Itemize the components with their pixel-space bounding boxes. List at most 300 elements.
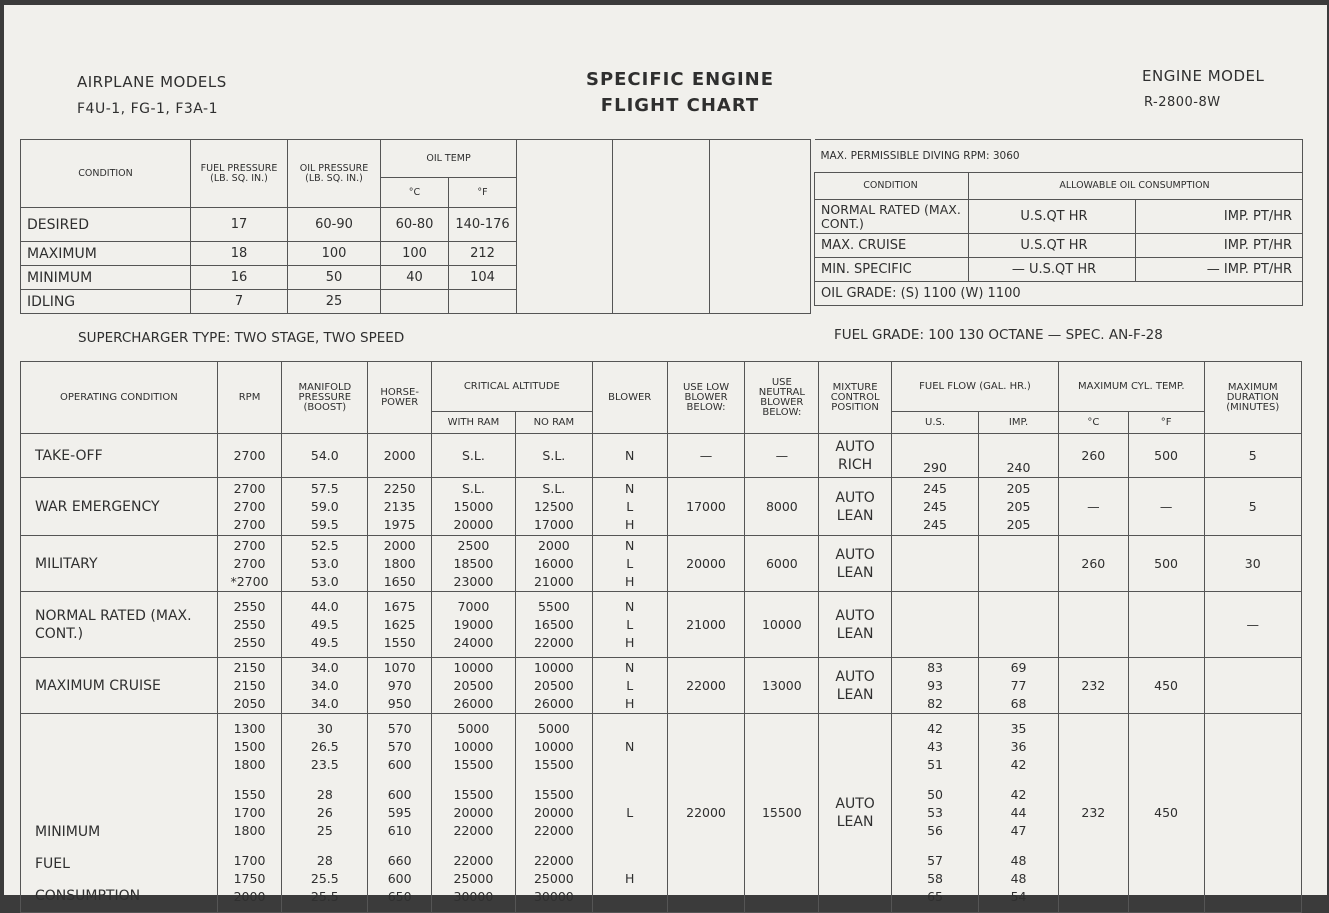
col-imp: IMP. [979, 412, 1059, 434]
cell-manifold [282, 478, 368, 536]
cell-cyl-f: 500 [1128, 434, 1204, 478]
col-oc-allowable: ALLOWABLE OIL CONSUMPTION [969, 173, 1303, 200]
col-oil-temp-c: °C [381, 178, 449, 208]
cell-rpm-value: 1800 [233, 757, 266, 772]
mixture-value: AUTO LEAN [835, 796, 875, 830]
cell-fuel-us [891, 592, 978, 658]
cell-no-ram-value: 22000 [533, 853, 574, 868]
cell-use-neutral: 13000 [745, 658, 819, 714]
cell-rpm-value: 1700 [233, 805, 266, 820]
col-c: °C [1059, 412, 1129, 434]
cell-with-ram-value: 30000 [453, 889, 494, 904]
cell-horsepower [368, 434, 432, 478]
cell-rpm-value: 1750 [233, 871, 266, 886]
cell-fuel-us-value: 93 [927, 677, 943, 693]
cell-no-ram [515, 658, 592, 714]
cell-horsepower-value: 1800 [383, 555, 416, 571]
pressures-table [20, 139, 811, 314]
ops-row [21, 658, 1302, 714]
cell-c: 60-80 [381, 208, 449, 242]
cell-blower-value: N [625, 598, 635, 614]
col-us: U.S. [891, 412, 978, 434]
cell-with-ram-value: 5000 [457, 721, 490, 736]
cell-blower-value: N [625, 480, 635, 496]
cell-no-ram-value: 17000 [533, 516, 574, 532]
cell-blower-value: H [624, 573, 635, 589]
cell-no-ram-value: 22000 [533, 634, 574, 650]
cell-horsepower-value: 660 [387, 853, 412, 868]
cell-rpm-value: 2550 [233, 616, 266, 632]
cell-with-ram-value: 15500 [453, 787, 494, 802]
oc-condition: MAX. CRUISE [815, 234, 969, 258]
cell-blower [592, 592, 667, 658]
col-use-neutral: USE NEUTRAL BLOWER BELOW: [745, 362, 819, 434]
cell-fuel-us-value: 57 [927, 853, 943, 868]
cell-manifold-value: 23.5 [310, 757, 339, 772]
cell-manifold-value: 34.0 [310, 659, 339, 675]
cell-cyl-f: 450 [1128, 714, 1204, 913]
cell-duration [1204, 658, 1301, 714]
cell-horsepower-value: 2000 [383, 537, 416, 553]
cell-manifold [282, 592, 368, 658]
max-diving-rpm: 3060 [992, 150, 1020, 162]
cell-fuel-imp-value: 36 [1010, 739, 1027, 754]
col-mixture: MIXTURE CONTROL POSITION [819, 362, 892, 434]
cell-blower-value: L [626, 805, 634, 820]
cell-no-ram-value: 2000 [537, 537, 570, 553]
cell-no-ram [515, 536, 592, 592]
cell-no-ram-value: 12500 [533, 498, 574, 514]
title-line1: SPECIFIC ENGINE [585, 69, 775, 90]
cell-manifold-value: 28 [316, 853, 333, 868]
cell-rpm [217, 592, 282, 658]
cell-rpm-value: 2000 [233, 889, 266, 904]
cell-oil: 100 [288, 242, 381, 266]
cell-fuel-us [891, 658, 978, 714]
cell-rpm-value: 2700 [233, 447, 266, 463]
mixture-value: AUTO LEAN [835, 607, 875, 642]
cell-condition: MAXIMUM CRUISE [21, 658, 218, 714]
cell-rpm-value: 2700 [233, 480, 266, 496]
cell-blower [592, 478, 667, 536]
cell-fuel-us-value: 245 [923, 516, 947, 532]
cell-with-ram-value: 24000 [453, 634, 494, 650]
cell-with-ram-value: 20500 [453, 677, 494, 693]
engine-model: R-2800-8W [1144, 95, 1221, 110]
cell-rpm-value: 2700 [233, 555, 266, 571]
cell-horsepower [368, 658, 432, 714]
cell-fuel-us [891, 714, 978, 913]
cell-use-neutral: 8000 [745, 478, 819, 536]
cell-duration: 30 [1204, 536, 1301, 592]
cell-manifold-value: 44.0 [310, 598, 339, 614]
cell-c [381, 290, 449, 314]
cell-horsepower-value: 595 [387, 805, 412, 820]
cell-with-ram-value: 22000 [453, 823, 494, 838]
col-max-cyl-temp: MAXIMUM CYL. TEMP. [1059, 362, 1205, 412]
cell-c: 40 [381, 266, 449, 290]
cell-cyl-c: 260 [1059, 536, 1129, 592]
cell-duration: 5 [1204, 478, 1301, 536]
cell-horsepower-value: 600 [387, 871, 412, 886]
cell-blower-value: L [626, 616, 634, 632]
cell-use-neutral: — [745, 434, 819, 478]
cell-horsepower-value: 570 [387, 721, 412, 736]
cell-horsepower [368, 536, 432, 592]
blank-col [517, 140, 613, 314]
oc-imp: IMP. PT/HR [1136, 200, 1303, 234]
cell-blower [592, 658, 667, 714]
max-diving-rpm-label: MAX. PERMISSIBLE DIVING RPM: [820, 150, 990, 162]
cell-cyl-f: — [1128, 478, 1204, 536]
cell-f: 104 [449, 266, 517, 290]
ops-row [21, 434, 1302, 478]
col-horsepower: HORSE-POWER [368, 362, 432, 434]
cell-cyl-f: 450 [1128, 658, 1204, 714]
cell-oil: 60-90 [288, 208, 381, 242]
cell-no-ram-value: 10000 [533, 659, 574, 675]
cell-fuel-imp-value: 240 [1006, 460, 1031, 475]
cell-duration: — [1204, 592, 1301, 658]
cell-blower [592, 714, 667, 913]
cell-horsepower-value: 570 [387, 739, 412, 754]
oc-condition: NORMAL RATED (MAX. CONT.) [815, 200, 969, 234]
cell-no-ram-value: 16000 [533, 555, 574, 571]
cell-rpm-value: 1800 [233, 823, 266, 838]
cell-manifold-value: 49.5 [310, 616, 339, 632]
cell-manifold-value: 30 [316, 721, 333, 736]
operating-conditions-table [20, 361, 1302, 913]
cell-fuel-us [891, 536, 978, 592]
cell-mixture [819, 478, 892, 536]
cell-fuel-imp-value: 205 [1006, 516, 1031, 532]
cell-rpm-value: 2150 [233, 677, 266, 693]
cell-condition: DESIRED [21, 208, 191, 242]
oc-us: U.S.QT HR [969, 200, 1136, 234]
mixture-value: AUTO LEAN [835, 546, 875, 581]
cell-no-ram-value: 5000 [537, 721, 570, 736]
blank-col [613, 140, 710, 314]
cell-fuel-us [891, 478, 978, 536]
cell-fuel-us-value: 51 [927, 757, 943, 772]
cell-blower-value: N [625, 537, 635, 553]
cell-cyl-c: 232 [1059, 714, 1129, 913]
cell-rpm-value: 2700 [233, 516, 266, 532]
cell-manifold-value: 25.5 [310, 871, 339, 886]
cell-no-ram [515, 478, 592, 536]
cell-f: 140-176 [449, 208, 517, 242]
cell-with-ram [431, 592, 515, 658]
ops-row [21, 478, 1302, 536]
cell-fuel-imp-value: 205 [1006, 498, 1031, 514]
cell-with-ram-value: 10000 [453, 739, 494, 754]
col-oc-condition: CONDITION [815, 173, 969, 200]
cell-no-ram-value: 15500 [533, 787, 574, 802]
cell-rpm-value: 2700 [233, 498, 266, 514]
cell-with-ram-value: 25000 [453, 871, 494, 886]
cell-no-ram-value: 30000 [533, 889, 574, 904]
cell-condition: WAR EMERGENCY [21, 478, 218, 536]
cell-rpm-value: *2700 [230, 573, 269, 589]
cell-use-low: 21000 [667, 592, 745, 658]
cell-condition: MINIMUM [21, 266, 191, 290]
cell-mixture [819, 714, 892, 913]
cell-no-ram-value: 16500 [533, 616, 574, 632]
cell-with-ram-value: 26000 [453, 695, 494, 711]
col-oil-temp-f: °F [449, 178, 517, 208]
cell-fuel: 18 [191, 242, 288, 266]
cell-fuel-imp-value: 35 [1010, 721, 1027, 736]
cell-fuel-imp-value: 77 [1010, 677, 1027, 693]
col-blower: BLOWER [592, 362, 667, 434]
cell-use-low: — [667, 434, 745, 478]
cell-blower-value: N [625, 447, 635, 463]
cell-fuel-imp [979, 592, 1059, 658]
supercharger-type: SUPERCHARGER TYPE: TWO STAGE, TWO SPEED [78, 330, 405, 346]
cell-cyl-c: 260 [1059, 434, 1129, 478]
cell-blower-value: H [624, 871, 635, 886]
cell-with-ram-value: 20000 [453, 805, 494, 820]
cell-horsepower [368, 478, 432, 536]
cell-with-ram [431, 714, 515, 913]
cell-no-ram-value: 5500 [537, 598, 570, 614]
cell-rpm-value: 2150 [233, 659, 266, 675]
oc-us: U.S.QT HR [969, 234, 1136, 258]
cell-use-neutral: 6000 [745, 536, 819, 592]
cell-fuel-imp-value: 42 [1010, 787, 1027, 802]
cell-fuel-imp [979, 434, 1059, 478]
cell-blower-value: L [626, 677, 634, 693]
cell-horsepower-value: 1625 [383, 616, 416, 632]
cell-cyl-c: — [1059, 478, 1129, 536]
blank-col [710, 140, 811, 314]
cell-oil: 25 [288, 290, 381, 314]
cell-with-ram-value: 23000 [453, 573, 494, 589]
cell-horsepower-value: 1975 [383, 516, 416, 532]
cell-fuel-us-value: 56 [927, 823, 943, 838]
cell-cyl-f: 500 [1128, 536, 1204, 592]
cell-f [449, 290, 517, 314]
cell-no-ram-value: S.L. [542, 480, 566, 496]
cell-horsepower-value: 600 [387, 787, 412, 802]
col-with-ram: WITH RAM [431, 412, 515, 434]
oc-us: — U.S.QT HR [969, 258, 1136, 282]
col-critical-altitude: CRITICAL ALTITUDE [431, 362, 592, 412]
col-f: °F [1128, 412, 1204, 434]
cell-blower [592, 434, 667, 478]
cell-blower-value: H [624, 695, 635, 711]
cell-fuel-imp-value: 68 [1010, 695, 1027, 711]
cell-fuel-imp-value: 69 [1010, 659, 1027, 675]
col-fuel-flow: FUEL FLOW (GAL. HR.) [891, 362, 1058, 412]
cell-manifold [282, 714, 368, 913]
flight-chart-sheet [4, 5, 1327, 904]
cell-horsepower-value: 2000 [383, 447, 416, 463]
ops-row-min-fuel [21, 714, 1302, 913]
ops-row [21, 592, 1302, 658]
cell-with-ram-value: 19000 [453, 616, 494, 632]
condition-line: CONSUMPTION [35, 888, 141, 904]
cell-no-ram-value: 22000 [533, 823, 574, 838]
cell-rpm [217, 536, 282, 592]
cell-with-ram [431, 536, 515, 592]
col-oil-pressure: OIL PRESSURE (LB. SQ. IN.) [288, 140, 381, 208]
cell-with-ram-value: 2500 [457, 537, 490, 553]
cell-fuel-imp-value: 47 [1010, 823, 1027, 838]
cell-condition [21, 714, 218, 913]
col-no-ram: NO RAM [515, 412, 592, 434]
oc-condition: MIN. SPECIFIC [815, 258, 969, 282]
cell-mixture [819, 536, 892, 592]
airplane-models: F4U-1, FG-1, F3A-1 [77, 101, 219, 117]
cell-manifold-value: 57.5 [310, 480, 339, 496]
cell-fuel-imp-value: 205 [1006, 480, 1031, 496]
title-line2: FLIGHT CHART [600, 95, 760, 116]
cell-manifold-value: 34.0 [310, 677, 339, 693]
col-max-duration: MAXIMUM DURATION (MINUTES) [1204, 362, 1301, 434]
cell-fuel-imp [979, 658, 1059, 714]
cell-manifold-value: 25.5 [310, 889, 339, 904]
cell-fuel-imp-value: 48 [1010, 853, 1027, 868]
cell-use-low: 17000 [667, 478, 745, 536]
cell-fuel-imp [979, 536, 1059, 592]
cell-rpm [217, 434, 282, 478]
cell-condition: NORMAL RATED (MAX. CONT.) [21, 592, 218, 658]
cell-fuel-us-value: 82 [927, 695, 943, 711]
cell-fuel-us-value: 50 [927, 787, 943, 802]
cell-rpm-value: 1550 [233, 787, 266, 802]
cell-manifold-value: 34.0 [310, 695, 339, 711]
cell-blower-value: H [624, 634, 635, 650]
cell-with-ram-value: 15500 [453, 757, 494, 772]
cell-fuel-us [891, 434, 978, 478]
cell-horsepower-value: 2250 [383, 480, 416, 496]
condition-line: FUEL [35, 856, 70, 872]
cell-rpm-value: 2050 [233, 695, 266, 711]
cell-use-low: 22000 [667, 714, 745, 913]
cell-horsepower-value: 2135 [383, 498, 416, 514]
cell-horsepower-value: 1070 [383, 659, 416, 675]
cell-fuel-imp [979, 714, 1059, 913]
cell-fuel-imp [979, 478, 1059, 536]
cell-no-ram-value: S.L. [542, 447, 566, 463]
cell-horsepower-value: 1675 [383, 598, 416, 614]
cell-mixture [819, 658, 892, 714]
fuel-grade: FUEL GRADE: 100 130 OCTANE — SPEC. AN-F-28 [834, 327, 1163, 343]
cell-no-ram [515, 592, 592, 658]
oil-grade: OIL GRADE: (S) 1100 (W) 1100 [815, 282, 1303, 306]
cell-manifold-value: 26 [316, 805, 333, 820]
cell-no-ram-value: 25000 [533, 871, 574, 886]
cell-duration: 5 [1204, 434, 1301, 478]
cell-horsepower-value: 610 [387, 823, 412, 838]
cell-blower-value: L [626, 555, 634, 571]
cell-horsepower-value: 600 [387, 757, 412, 772]
cell-with-ram-value: 15000 [453, 498, 494, 514]
cell-manifold-value: 49.5 [310, 634, 339, 650]
cell-use-neutral: 15500 [745, 714, 819, 913]
cell-fuel-us-value: 245 [923, 480, 947, 496]
cell-manifold-value: 25 [316, 823, 333, 838]
col-condition: CONDITION [21, 140, 191, 208]
mixture-value: AUTO LEAN [835, 489, 875, 524]
cell-rpm-value: 1500 [233, 739, 266, 754]
cell-fuel: 16 [191, 266, 288, 290]
cell-use-low: 20000 [667, 536, 745, 592]
cell-fuel-imp-value: 42 [1010, 757, 1027, 772]
cell-condition: MAXIMUM [21, 242, 191, 266]
cell-f: 212 [449, 242, 517, 266]
cell-cyl-f [1128, 592, 1204, 658]
cell-use-low: 22000 [667, 658, 745, 714]
col-rpm: RPM [217, 362, 282, 434]
cell-cyl-c [1059, 592, 1129, 658]
engine-model-label: ENGINE MODEL [1142, 67, 1265, 85]
cell-fuel-us-value: 83 [927, 659, 943, 675]
cell-manifold [282, 536, 368, 592]
cell-with-ram-value: 10000 [453, 659, 494, 675]
cell-no-ram-value: 15500 [533, 757, 574, 772]
condition-line: MINIMUM [35, 824, 101, 840]
cell-manifold-value: 54.0 [310, 447, 339, 463]
cell-fuel-us-value: 43 [927, 739, 943, 754]
cell-horsepower-value: 970 [387, 677, 412, 693]
cell-rpm-value: 2550 [233, 598, 266, 614]
cell-blower-value: N [625, 659, 635, 675]
cell-with-ram [431, 478, 515, 536]
cell-rpm [217, 478, 282, 536]
cell-fuel-us-value: 245 [923, 498, 947, 514]
cell-duration [1204, 714, 1301, 913]
cell-manifold-value: 53.0 [310, 573, 339, 589]
col-oil-temp: OIL TEMP [381, 140, 517, 178]
cell-no-ram [515, 714, 592, 913]
cell-cyl-c: 232 [1059, 658, 1129, 714]
cell-mixture [819, 434, 892, 478]
cell-manifold-value: 52.5 [310, 537, 339, 553]
cell-fuel: 17 [191, 208, 288, 242]
cell-rpm-value: 1300 [233, 721, 266, 736]
cell-blower-value: L [626, 498, 634, 514]
cell-horsepower-value: 1650 [383, 573, 416, 589]
cell-blower-value: N [625, 739, 635, 754]
cell-mixture [819, 592, 892, 658]
ops-row [21, 536, 1302, 592]
cell-manifold-value: 28 [316, 787, 333, 802]
mixture-value: AUTO LEAN [835, 668, 875, 703]
col-manifold: MANIFOLD PRESSURE (BOOST) [282, 362, 368, 434]
cell-with-ram [431, 658, 515, 714]
cell-with-ram-value: 22000 [453, 853, 494, 868]
col-fuel-pressure: FUEL PRESSURE (LB. SQ. IN.) [191, 140, 288, 208]
cell-no-ram-value: 20500 [533, 677, 574, 693]
cell-horsepower-value: 650 [387, 889, 412, 904]
cell-manifold [282, 434, 368, 478]
cell-with-ram [431, 434, 515, 478]
cell-manifold-value: 59.5 [310, 516, 339, 532]
cell-condition: TAKE-OFF [21, 434, 218, 478]
cell-horsepower-value: 950 [387, 695, 412, 711]
oc-imp: IMP. PT/HR [1136, 234, 1303, 258]
cell-use-neutral: 10000 [745, 592, 819, 658]
cell-no-ram [515, 434, 592, 478]
cell-with-ram-value: 20000 [453, 516, 494, 532]
oc-imp: — IMP. PT/HR [1136, 258, 1303, 282]
cell-no-ram-value: 10000 [533, 739, 574, 754]
cell-fuel-us-value: 42 [927, 721, 943, 736]
cell-horsepower [368, 592, 432, 658]
cell-condition: IDLING [21, 290, 191, 314]
